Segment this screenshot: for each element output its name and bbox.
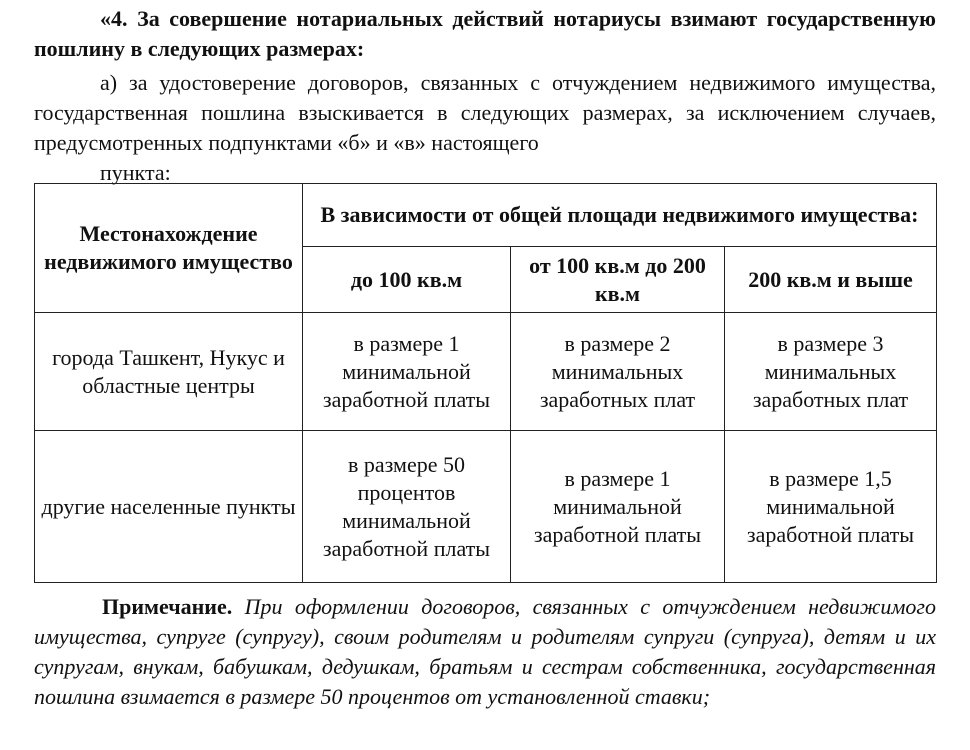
column-header-200-and-above: 200 кв.м и выше xyxy=(725,247,937,313)
fee-cell: в размере 1,5 минимальной заработной платы xyxy=(725,431,937,583)
area-header: В зависимости от общей площади недвижимого имущества: xyxy=(303,184,937,247)
column-header-100-to-200: от 100 кв.м до 200 кв.м xyxy=(511,247,725,313)
note-label: Примечание. xyxy=(102,594,233,619)
row-location-cell: другие населенные пункты xyxy=(35,431,303,583)
location-header: Местонахождение недвижимого имущество xyxy=(35,184,303,313)
fee-cell: в размере 1 минимальной заработной платы xyxy=(303,313,511,431)
table-header-row xyxy=(35,184,937,247)
note-paragraph xyxy=(34,592,936,712)
fee-cell: в размере 50 процентов минимальной заработной платы xyxy=(303,431,511,583)
subpoint-a xyxy=(34,68,936,188)
table-row xyxy=(35,313,937,431)
fee-cell: в размере 3 минимальных заработных плат xyxy=(725,313,937,431)
section-heading: «4. За совершение нотариальных действий нотариусы взимают государственную пошлину в следующих размерах: xyxy=(34,6,936,61)
table-row xyxy=(35,431,937,583)
subpoint-a-last-line: пункта: xyxy=(100,160,171,185)
fee-table xyxy=(34,183,937,583)
note-text: При оформлении договоров, связанных с отчуждением недвижимого имущества, супруге (супругу), своим родителям и родителям супруги (супруга), детям и их супругам, внукам, бабушкам, дедушкам, братьям и сестрам собственника, государственная пошлина взимается в размере 50 процентов от установленной ставки; xyxy=(34,594,937,709)
subpoint-a-text: а) за удостоверение договоров, связанных с отчуждением недвижимого имущества, государственная пошлина взыскивается в следующих размерах, за исключением случаев, предусмотренных подпунктами «б» и «в» настоящего xyxy=(34,70,936,155)
fee-cell: в размере 2 минимальных заработных плат xyxy=(511,313,725,431)
fee-cell: в размере 1 минимальной заработной платы xyxy=(511,431,725,583)
row-location-cell: города Ташкент, Нукус и областные центры xyxy=(35,313,303,431)
column-header-up-to-100: до 100 кв.м xyxy=(303,247,511,313)
